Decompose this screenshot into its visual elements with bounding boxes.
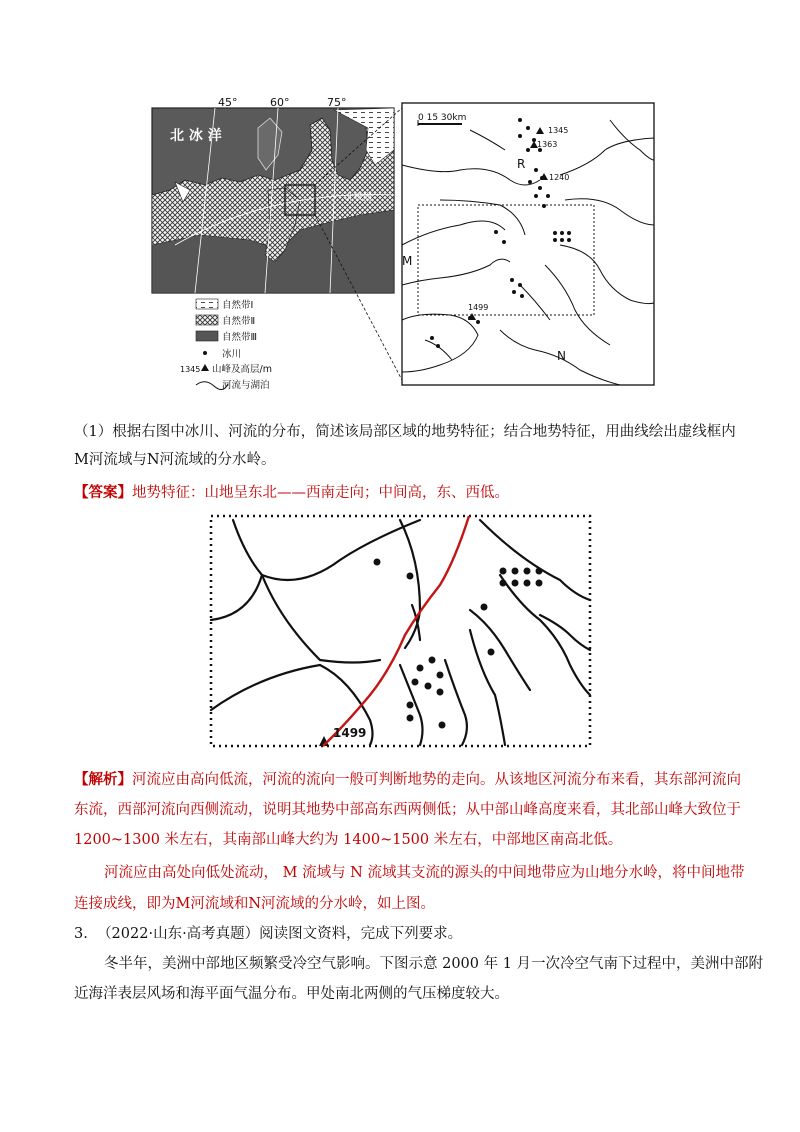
legend-zone2: 自然带Ⅱ bbox=[222, 316, 256, 327]
analysis-tag: 【解析】 bbox=[74, 771, 132, 788]
lon-label-45: 45° bbox=[218, 96, 238, 109]
figure-1-maps bbox=[0, 0, 800, 400]
question3-source: （2022·山东·高考真题）阅读图文资料，完成下列要求。 bbox=[97, 926, 463, 942]
lon-label-75: 75° bbox=[327, 96, 347, 109]
analysis-line4: 河流应由高处向低处流动， M 流域与 N 流域其支流的源头的中间地带应为山地分水岭，将中间地带 bbox=[104, 865, 745, 881]
legend-peak: 山峰及高层/m bbox=[212, 364, 272, 375]
scale-label: 0 15 30km bbox=[418, 113, 467, 123]
label-m: M bbox=[402, 254, 413, 268]
question3-para-line1: 冬半年，美洲中部地区频繁受冷空气影响。下图示意 2000 年 1 月一次冷空气南下过程中，美洲中部附 bbox=[104, 956, 764, 972]
analysis-line2: 东流，西部河流向西侧流动，说明其地势中部高东西两侧低；从中部山峰高度来看，其北部山峰大致位于 bbox=[74, 802, 741, 818]
label-r: R bbox=[517, 157, 526, 171]
analysis-line1 bbox=[74, 769, 741, 791]
analysis-line5: 连接成线，即为M河流域和N河流域的分水岭，如上图。 bbox=[74, 896, 436, 912]
detail-map bbox=[402, 103, 654, 385]
question3-number: 3. bbox=[74, 926, 88, 942]
question3-para-line2: 近海洋表层风场和海平面气温分布。甲处南北两侧的气压梯度较大。 bbox=[74, 986, 509, 1002]
question1-line2: M河流域与N河流域的分水岭。 bbox=[74, 452, 276, 468]
analysis-text-1: 河流应由高向低流，河流的流向一般可判断地势的走向。从该地区河流分布来看，其东部河流向 bbox=[132, 772, 741, 788]
peak-1363: 1363 bbox=[537, 140, 558, 149]
peak-1345: 1345 bbox=[548, 126, 569, 135]
answer-tag: 【答案】 bbox=[74, 484, 132, 501]
label-n: N bbox=[557, 349, 566, 363]
answer-text: 地势特征：山地呈东北——西南走向；中间高，东、西低。 bbox=[132, 485, 509, 501]
analysis-line3: 1200~1300 米左右，其南部山峰大约为 1400~1500 米左右，中部地区南高北低。 bbox=[74, 832, 623, 848]
legend-peak-value: 1345 bbox=[180, 365, 201, 374]
ocean-label: 北 冰 洋 bbox=[170, 128, 222, 144]
answer-peak-1499: 1499 bbox=[333, 726, 367, 740]
figure-answer-map bbox=[0, 500, 800, 760]
peak-1240: 1240 bbox=[549, 173, 570, 182]
question3-header bbox=[74, 923, 462, 945]
legend-zone1: 自然带Ⅰ bbox=[222, 300, 254, 311]
legend-glacier: 冰川 bbox=[222, 349, 242, 360]
map-legend bbox=[196, 299, 228, 390]
arctic-circle-label: 北极圈 bbox=[345, 193, 373, 203]
peak-1499: 1499 bbox=[468, 303, 489, 312]
lon-label-60: 60° bbox=[270, 96, 290, 109]
legend-river: 河流与湖泊 bbox=[222, 380, 270, 391]
overview-map bbox=[152, 108, 402, 380]
question1-line1: （1）根据右图中冰川、河流的分布，简述该局部区域的地势特征；结合地势特征，用曲线绘出虚线框内 bbox=[74, 424, 736, 440]
legend-zone3: 自然带Ⅲ bbox=[222, 332, 258, 343]
